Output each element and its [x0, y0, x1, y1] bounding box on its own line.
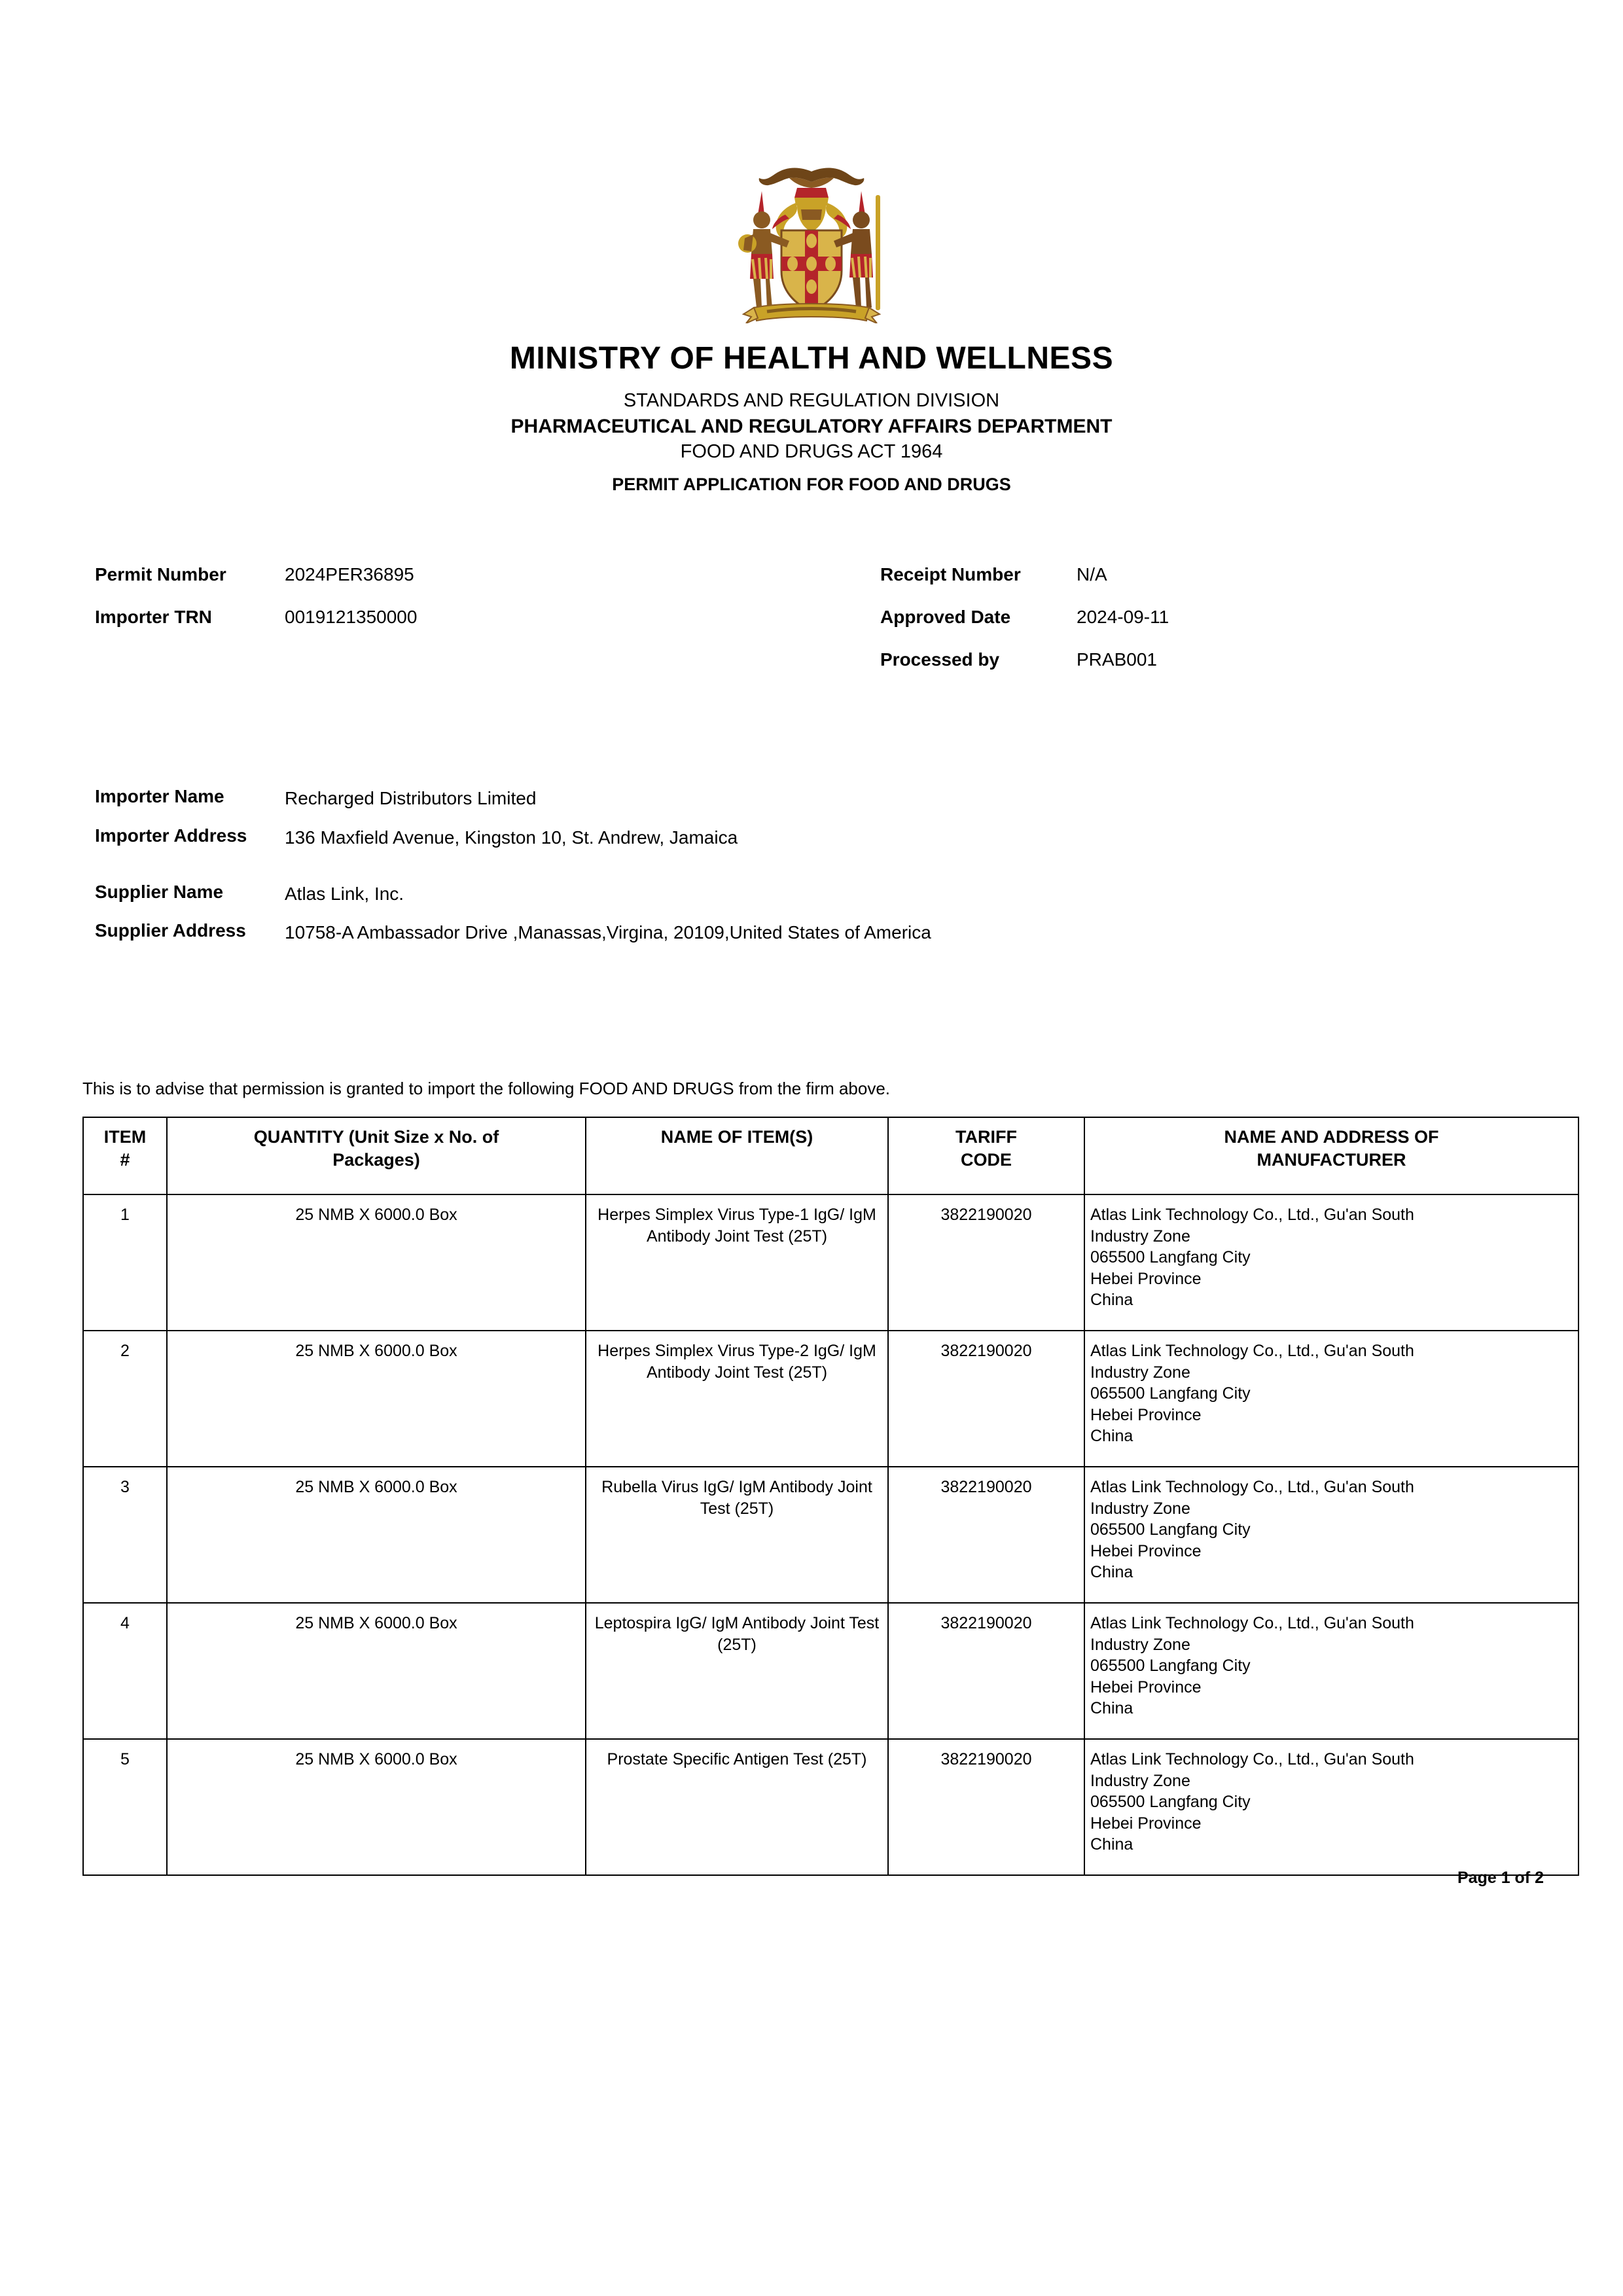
manufacturer-line: Atlas Link Technology Co., Ltd., Gu'an South — [1090, 1614, 1414, 1632]
manufacturer-line: 065500 Langfang City — [1090, 1384, 1251, 1403]
cell-tariff-code: 3822190020 — [888, 1331, 1084, 1467]
cell-quantity: 25 NMB X 6000.0 Box — [167, 1194, 586, 1331]
receipt-number-value: N/A — [1077, 564, 1107, 584]
th-tariff-line2: CODE — [960, 1149, 1012, 1170]
form-title: PERMIT APPLICATION FOR FOOD AND DRUGS — [612, 474, 1011, 494]
supplier-name-label: Supplier Name — [95, 881, 224, 902]
cell-item-name: Leptospira IgG/ IgM Antibody Joint Test (25T) — [586, 1603, 888, 1739]
cell-manufacturer — [1084, 1467, 1578, 1603]
parties-spacer — [95, 864, 1528, 881]
supplier-address-value: 10758-A Ambassador Drive ,Manassas,Virgina, 20109,United States of America — [285, 922, 931, 943]
manufacturer-line: Hebei Province — [1090, 1269, 1202, 1288]
th-item — [83, 1117, 167, 1194]
manufacturer-line: China — [1090, 1427, 1133, 1445]
supplier-name-value: Atlas Link, Inc. — [285, 883, 404, 904]
division-subtitle: STANDARDS AND REGULATION DIVISION — [623, 389, 1000, 411]
cell-item-number: 4 — [83, 1603, 167, 1739]
manufacturer-line: Atlas Link Technology Co., Ltd., Gu'an South — [1090, 1342, 1414, 1360]
document-header — [0, 342, 1623, 495]
manufacturer-line: Industry Zone — [1090, 1227, 1190, 1246]
manufacturer-line: China — [1090, 1291, 1133, 1309]
cell-tariff-code: 3822190020 — [888, 1603, 1084, 1739]
table-row — [83, 1739, 1578, 1875]
permit-number-label: Permit Number — [95, 564, 226, 584]
parties-block — [95, 785, 1528, 959]
crest-container — [0, 152, 1623, 323]
cell-item-name: Herpes Simplex Virus Type-1 IgG/ IgM Antibody Joint Test (25T) — [586, 1194, 888, 1331]
manufacturer-line: Atlas Link Technology Co., Ltd., Gu'an South — [1090, 1478, 1414, 1496]
cell-quantity: 25 NMB X 6000.0 Box — [167, 1739, 586, 1875]
page-footer: Page 1 of 2 — [1457, 1869, 1544, 1887]
importer-trn-value: 0019121350000 — [285, 607, 418, 627]
importer-name-value: Recharged Distributors Limited — [285, 788, 537, 808]
manufacturer-line: Hebei Province — [1090, 1541, 1202, 1560]
th-tariff-line1: TARIFF — [955, 1127, 1017, 1147]
manufacturer-line: Hebei Province — [1090, 1405, 1202, 1424]
cell-item-number: 5 — [83, 1739, 167, 1875]
th-manufacturer-line1: NAME AND ADDRESS OF — [1224, 1127, 1439, 1147]
th-name-line1: NAME OF ITEM(S) — [660, 1127, 813, 1147]
receipt-number-label: Receipt Number — [880, 564, 1021, 584]
cell-tariff-code: 3822190020 — [888, 1194, 1084, 1331]
cell-manufacturer — [1084, 1603, 1578, 1739]
advisory-text: This is to advise that permission is granted to import the following FOOD AND DRUGS from the firm above. — [82, 1079, 891, 1098]
th-quantity-line2: Packages) — [332, 1149, 420, 1170]
manufacturer-line: Industry Zone — [1090, 1635, 1190, 1654]
cell-quantity: 25 NMB X 6000.0 Box — [167, 1603, 586, 1739]
th-name — [586, 1117, 888, 1194]
approved-date-label: Approved Date — [880, 607, 1011, 627]
manufacturer-line: Industry Zone — [1090, 1363, 1190, 1382]
table-body — [83, 1194, 1578, 1875]
manufacturer-line: China — [1090, 1563, 1133, 1581]
table-row — [83, 1467, 1578, 1603]
cell-item-number: 2 — [83, 1331, 167, 1467]
th-manufacturer-line2: MANUFACTURER — [1257, 1149, 1406, 1170]
table-head — [83, 1117, 1578, 1194]
cell-quantity: 25 NMB X 6000.0 Box — [167, 1331, 586, 1467]
cell-item-number: 3 — [83, 1467, 167, 1603]
cell-manufacturer — [1084, 1331, 1578, 1467]
importer-name-label: Importer Name — [95, 786, 224, 806]
manufacturer-line: Industry Zone — [1090, 1771, 1190, 1790]
field-receipt-number — [880, 564, 1535, 585]
manufacturer-line: Atlas Link Technology Co., Ltd., Gu'an South — [1090, 1750, 1414, 1768]
table-header-row — [83, 1117, 1578, 1194]
ministry-title: MINISTRY OF HEALTH AND WELLNESS — [509, 341, 1114, 376]
items-table — [82, 1117, 1579, 1876]
field-supplier-address — [95, 920, 1528, 946]
importer-trn-label: Importer TRN — [95, 607, 212, 627]
field-supplier-name — [95, 881, 1528, 907]
processed-by-label: Processed by — [880, 649, 1000, 670]
th-item-line1: ITEM — [103, 1127, 147, 1147]
permit-number-value: 2024PER36895 — [285, 564, 414, 584]
field-importer-address — [95, 825, 1528, 851]
act-subtitle: FOOD AND DRUGS ACT 1964 — [680, 441, 943, 463]
cell-item-number: 1 — [83, 1194, 167, 1331]
th-item-line2: # — [120, 1149, 130, 1170]
cell-manufacturer — [1084, 1739, 1578, 1875]
th-manufacturer — [1084, 1117, 1578, 1194]
supplier-address-label: Supplier Address — [95, 920, 246, 941]
jamaica-coat-of-arms-icon — [729, 152, 894, 323]
cell-manufacturer — [1084, 1194, 1578, 1331]
importer-address-label: Importer Address — [95, 825, 247, 846]
cell-item-name: Rubella Virus IgG/ IgM Antibody Joint Test (25T) — [586, 1467, 888, 1603]
table-row — [83, 1331, 1578, 1467]
field-importer-name — [95, 785, 1528, 812]
table-row — [83, 1603, 1578, 1739]
th-quantity-line1: QUANTITY (Unit Size x No. of — [253, 1127, 499, 1147]
th-tariff — [888, 1117, 1084, 1194]
th-quantity — [167, 1117, 586, 1194]
cell-tariff-code: 3822190020 — [888, 1739, 1084, 1875]
field-processed-by — [880, 649, 1535, 670]
department-subtitle: PHARMACEUTICAL AND REGULATORY AFFAIRS DEPARTMENT — [510, 416, 1113, 438]
cell-tariff-code: 3822190020 — [888, 1467, 1084, 1603]
cell-item-name: Prostate Specific Antigen Test (25T) — [586, 1739, 888, 1875]
manufacturer-line: Hebei Province — [1090, 1814, 1202, 1833]
cell-quantity: 25 NMB X 6000.0 Box — [167, 1467, 586, 1603]
manufacturer-line: 065500 Langfang City — [1090, 1248, 1251, 1266]
manufacturer-line: 065500 Langfang City — [1090, 1793, 1251, 1811]
table-row — [83, 1194, 1578, 1331]
manufacturer-line: China — [1090, 1699, 1133, 1717]
manufacturer-line: China — [1090, 1835, 1133, 1854]
manufacturer-line: 065500 Langfang City — [1090, 1657, 1251, 1675]
manufacturer-line: 065500 Langfang City — [1090, 1520, 1251, 1539]
manufacturer-line: Industry Zone — [1090, 1499, 1190, 1518]
field-approved-date — [880, 607, 1535, 628]
permit-meta-right — [880, 564, 1535, 692]
cell-item-name: Herpes Simplex Virus Type-2 IgG/ IgM Antibody Joint Test (25T) — [586, 1331, 888, 1467]
processed-by-value: PRAB001 — [1077, 649, 1157, 670]
items-table-container — [82, 1117, 1578, 1876]
importer-address-value: 136 Maxfield Avenue, Kingston 10, St. Andrew, Jamaica — [285, 827, 738, 848]
manufacturer-line: Hebei Province — [1090, 1677, 1202, 1696]
manufacturer-line: Atlas Link Technology Co., Ltd., Gu'an South — [1090, 1206, 1414, 1224]
approved-date-value: 2024-09-11 — [1077, 607, 1169, 627]
